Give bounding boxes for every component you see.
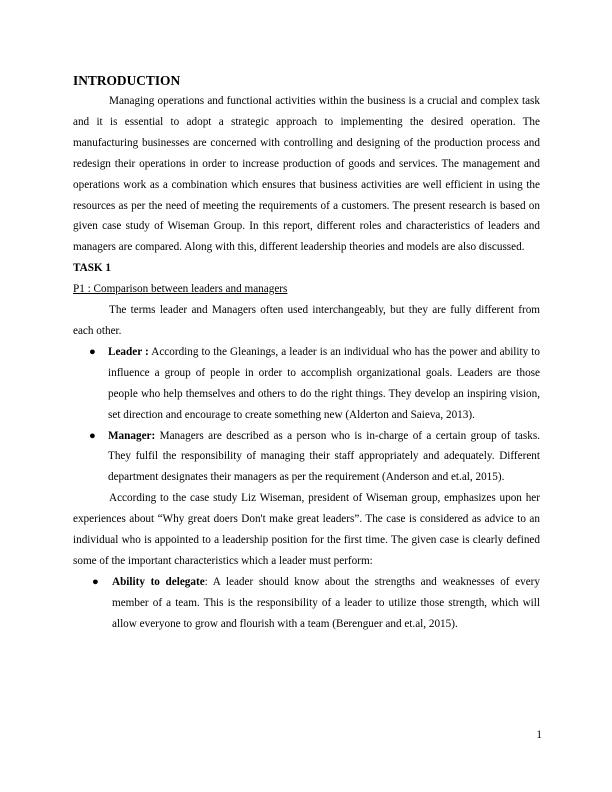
bullet-icon: ● [89, 429, 96, 442]
intro-paragraph: Managing operations and functional activities within the business is a crucial and complex task and it is essential to adopt a strategic approach to implementing the desired operation. The manufacturing businesses are concerned with controlling and designing of the production process and redesign their operations in order to increase production of goods and services. The management and operations work as a combination which ensures that business activities are well efficient in using the resources as per the need of meeting the requirements of a customers. The present research is based on given case study of Wiseman Group. In this report, different roles and characteristics of leaders and managers are compared. Along with this, different leadership theories and models are also discussed. [73, 95, 540, 254]
term-leader: Leader : [108, 345, 149, 358]
task-title: TASK 1 [73, 262, 112, 275]
list-item-manager [73, 426, 540, 489]
delegate-description: : A leader should know about the strengths and weaknesses of every member of a team. This is the responsibility of a leader to utilize those strength, which will allow everyone to grow and flourish with a team (Berenguer and et.al, 2015). [112, 575, 540, 630]
term-manager: Manager: [108, 429, 156, 442]
page-content [73, 72, 540, 635]
leader-definition: According to the Gleanings, a leader is an individual who has the power and ability to influence a group of people in order to accomplish organizational goals. Leaders are those people who help themselves and others to do the right things. They develop an inspiring vision, set direction and encourage to create something new (Alderton and Saieva, 2013). [108, 345, 540, 421]
bullet-icon: ● [89, 345, 96, 358]
leader-manager-list [73, 342, 540, 488]
terms-paragraph: The terms leader and Managers often used interchangeably, but they are fully different from each other. [73, 304, 540, 337]
section-subheading: P1 : Comparison between leaders and managers [73, 283, 288, 296]
bullet-icon: ● [92, 575, 99, 588]
term-ability-to-delegate: Ability to delegate [112, 575, 205, 588]
characteristics-list [73, 572, 540, 635]
page-number: 1 [536, 729, 542, 741]
case-study-paragraph: According to the case study Liz Wiseman, president of Wiseman group, emphasizes upon her experiences about “Why great doers Don't make great leaders”. The case is considered as advice to an individual who is appointed to a leadership position for the first time. The given case is clearly defined some of the important characteristics which a leader must perform: [73, 492, 540, 567]
list-item-leader [73, 342, 540, 426]
manager-definition: Managers are described as a person who is in-charge of a certain group of tasks. They fulfil the responsibility of managing their staff appropriately and adequately. Different department designates their managers as per the requirement (Anderson and et.al, 2015). [108, 429, 540, 484]
introduction-heading: INTRODUCTION [73, 73, 181, 88]
list-item-delegate [73, 572, 540, 635]
